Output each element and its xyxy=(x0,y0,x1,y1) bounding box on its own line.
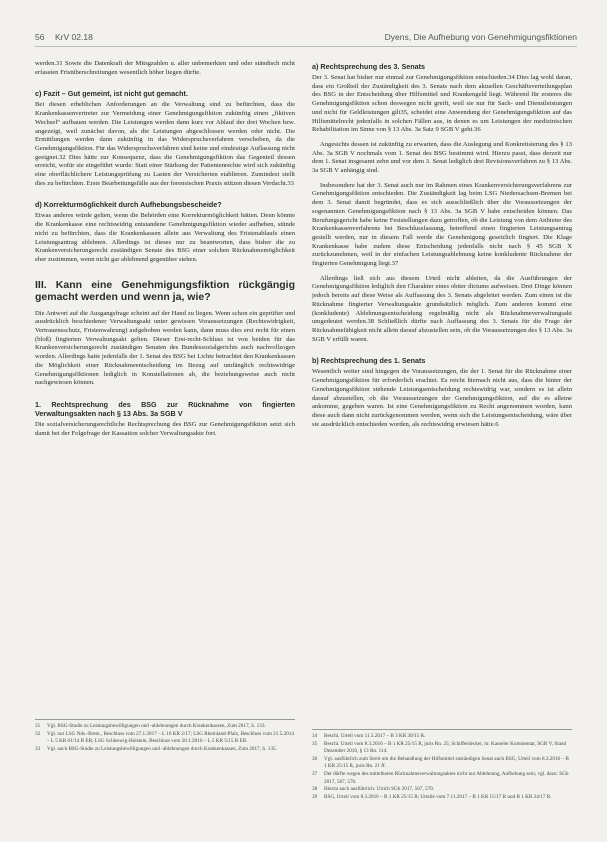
footnote-number: 38 xyxy=(312,786,318,793)
section-heading-senat-1: b) Rechtsprechung des 1. Senats xyxy=(312,356,426,366)
footnote-text: Der dürfte wegen des mittelbaren Rücknahmeverwaltungsaktes nicht nur Ablehnung, Aufhebung sein; vgl. dazu: SGb 2017, 567, 570. xyxy=(324,770,569,785)
footnote xyxy=(312,741,572,756)
footnote-text: BSG, Urteil vom 8.3.2016 – B 1 KR 25/15 R; Urteile vom 7.11.2017 – B 1 KR 15/17 R und B 1 KR 24/17 R. xyxy=(324,793,552,800)
footnotes-right xyxy=(312,729,572,801)
footnote xyxy=(35,723,295,731)
journal-label: KrV 02.18 xyxy=(55,32,93,42)
footnote-text: Vgl. nur LSG Nds.-Brem., Beschluss vom 27.1.2017 – L 16 KR 2/17; LSG Rheinland-Pfalz, Beschluss vom 21.5.2014 – L 5 KR 61/14 B ER; LSG Schleswig-Holstein, Beschluss vom 20.1.2016 – L 5 KR 5/15 B ER. xyxy=(47,730,294,745)
section-text-fazit: Bei diesen erheblichen Anforderungen an die Verwaltung sind zu befürchten, dass die Krankenkassenvertreter zur Vermeidung einer Genehmigungsfiktion zukünftig einen „fiktiven Wechsel“ aufbauen werden. Die Leistungen werden dann kurz vor Ablauf der drei Wochen bzw. angezeigt, weil zunächst davon, als die Leistungen abgeschlossen werden oder nicht. Die Ermittlungen werden dann zukünftig in das Widerspruchsverfahren verschoben, da die Genehmigungsfiktion. Für das Widerspruchsverfahren sind keine und eindeutige Auflassung nicht geeignet.32 Dies hätte zur Konsequenz, dass die Genehmigungsfiktion das Gegenteil dessen erreicht, wofür sie eingeführt wurde: Statt einer Stärkung der Patientenrechte wird sich zukünftig eine oberflächlichere Leistungsprüfung zu Lasten der Versicherten etablieren. Zumindest stellt dies zu befürchten. Erste Bearbeitungsfälle aus der forensischen Praxis stützen diesen Verdacht.33 xyxy=(35,101,295,187)
section-heading-senat-3: a) Rechtsprechung des 3. Senats xyxy=(312,62,426,71)
footnote-number: 37 xyxy=(312,770,318,777)
intro-paragraph: werden.31 Sowie die Datenkraft der Mitsgzahlen u. aller unbemerkten und oder ständisch nicht erfassten Fristüberschreitungen wesentlich höher liegen dürfte. xyxy=(35,60,295,76)
section-heading-fazit: c) Fazit – Gut gemeint, ist nicht gut gemacht. xyxy=(35,89,188,99)
paragraph: Angesichts dessen ist zukünftig zu erwarten, dass die Auslegung und Konkretisierung des § 13 Abs. 3a SGB V nochmals vom 1. Senat des BSG bestimmt wird. Hierzu passt, dass derzeit nur dem 1. Senat insgesamt zehn und vor dem 3. Senat lediglich drei Revisionsverfahren zu § 13 Abs. 3a SGB V anhängig sind. xyxy=(312,140,572,175)
footnote xyxy=(312,794,572,802)
footnote-number: 31 xyxy=(35,723,41,729)
main-text: Die Antwort auf die Ausgangsfrage scheint auf der Hand zu liegen. Wenn schon ein geprüfter und ausdrücklich beschiedener Verwaltungsakt unter gewissen Voraussetzungen (Rechtswidrigkeit, Vertrauensschutz, Fristenwahrung) aufgehoben werden kann, dann muss dies erst recht für einen (bloß) fingierten Verwaltungsakt gelten. Dieser Erst-recht-Schluss ist von beiden für das Krankenversicherungsrecht zuständigen Senaten des Bundessozialgerichts auch nachvollzogen worden. Allerdings hatte jedenfalls der 1. Senat des BSG bei Lichte betrachtet den Krankenkassen die Möglichkeit einer Rücknahmeentscheidung im Bezug auf umfänglich rechtswidrige Genehmigungsfiktionen lediglich in Konstellationen ab, die beziehungsweise auch nicht nachgewiesen können. xyxy=(35,309,295,387)
footnote-text: Hierzu auch ausführlich: Ulrich SGb 2017, 567, 570. xyxy=(324,786,435,793)
footnote-text: Vgl. auch BSG-Studie zu Leistungsbewilligungen und -ablehnungen durch Krankenkassen, Zum 2017, S. 135. xyxy=(47,745,277,752)
paragraph: Der 3. Senat hat bisher nur einmal zur Genehmigungsfiktion entschieden.34 Dies lag wohl daran, dass ein Großteil der Zuständigkeit des 3. Senats nach dem aktuellen Geschäftsverteilungsplan des BSG in der Entscheidung über Hilfsmittel und Krankengeld liegt. Während für ersteres die Genehmigungsfiktion schon deswegen nicht greift, weil sie nur für Sach- und Dienstleistungen und nicht für Geldleistungen gilt35, scheidet eine Anwendung der Genehmigungsfiktion auf das Hilfsmittelrecht jedenfalls in solchen Fällen aus, in denen es um Leistungen der medizinischen Rehabilitation im Sinne von § 13 Abs. 3a Satz 9 SGB V geht.36 xyxy=(312,74,572,134)
footnote-number: 34 xyxy=(312,733,318,739)
paragraph: Allerdings ließ sich aus diesem Urteil nicht ableiten, da die Ausführungen der Genehmigungsfiktion lediglich den Charakter eines obiter dictums aufweisen. Drei Dinge können jedoch bereits auf diese Weise als Auffassung des 3. Senats abgeleitet werden. Zum einen ist die Rücknahme fingierter Verwaltungsakte grundsätzlich möglich. Zum anderen kommt eine (konkludente) Ablehnungsentscheidung regelmäßig nicht als Rücknahmeverwaltungsakt umgedeutet werden.38 Schließlich dürfte nach Auffassung des 3. Senats für die Frage der Rücknahmefähigkeit nicht allein darauf abzustellen sein, ob die Voraussetzungen des § 13 Abs. 3a SGB V erfüllt waren. xyxy=(312,274,572,343)
section-heading-korrektur: d) Korrekturmöglichkeit durch Aufhebungsbescheide? xyxy=(35,200,222,210)
footnote-text: Beschl. Urteil vom 11.5.2017 – B 3 KR 30/15 R. xyxy=(324,733,426,739)
main-heading: III. Kann eine Genehmigungsfiktion rückgängig gemacht werden und wenn ja, wie? xyxy=(35,278,295,304)
footnote-number: 32 xyxy=(35,730,41,737)
footnote-text: Vgl. ausführlich zum Streit um die Behandlung der Hilfsmittel zuständigen Senat auch BSG, Urteil vom 8.3.2016 – B 1 KR 25/15 R, juris Rn. 21 ff. xyxy=(324,755,569,770)
footnote-number: 36 xyxy=(312,755,318,762)
section-text-korrektur: Etwas anderes würde gelten, wenn die Behörden eine Korrekturmöglichkeit hätten. Denn könnte die Krankenkasse eine rechtswidrig entstandene Genehmigungsfiktion wieder aufheben, stünde nicht zu befürchten, dass die Krankenkassen allein aus Verwaltung des Fristenablaufs einen Leistungsantrag ablehnen. Allerdings ist dieses nur zu beantworten, dass bisher die zu Krankenversicherungsrecht zuständigen Senate des BSG einer solchen Rücknahmemöglichkeit eher zustimmen, wenn nicht gar ablehnend gegenüber stehen. xyxy=(35,212,295,263)
footnotes-left xyxy=(35,719,295,753)
running-title: Dyens, Die Aufhebung von Genehmigungsfiktionen xyxy=(384,32,577,42)
page-header xyxy=(35,32,577,47)
subsection-text: Die sozialversicherungsrechtliche Rechtsprechung des BSG zur Genehmigungsfiktion setzt sich damit bei der Folgefrage der Kassation solcher Verwaltungsakte fort. xyxy=(35,420,295,437)
footnote-text: Beschl. Urteil vom 8.3.2016 – B 1 KR 25/15 R, juris Rn. 25; Schifferdecker, in: Kasseler Kommentar, SGB V, Stand Dezember 2016, § 13 Rn. 114. xyxy=(324,740,567,755)
left-column xyxy=(35,60,295,444)
footnote-number: 39 xyxy=(312,793,318,800)
paragraph: Insbesondere hat der 3. Senat auch nur im Rahmen eines Krankenversicherungsverfahrens zur Genehmigungsfiktion entschieden. Die Zuständigkeit lag beim LSG Niedersachsen-Bremen bei dem 3. Senat damit begründet, dass es sich ausschließlich über die Voraussetzungen der sogenannten Genehmigungsfiktion nach § 13 Abs. 3a SGB V habe entscheiden können. Das Berufungsgericht habe keine Feststellungen dazu getroffen, ob die Leistung von dem Anbieter des Krankenkassenverfahrens bei Beschlussfassung, betreffend einen fingierten Leistungsantrag gestellt werden, nur in diesem Fall werde die Genehmigung gesetzlich fingiert. Die Klage Krankenkasse habe zudem diese Entscheidung jedenfalls nicht nach § 45 SGB X zurückzunehmen, weil in der einfachen Leistungsablehnung keine konkludente Rücknahme der fingierten Genehmigung liegt.37 xyxy=(312,181,572,268)
subsection-heading: 1. Rechtsprechung des BSG zur Rücknahme von fingierten Verwaltungsakten nach § 13 Abs. 3a SGB V xyxy=(35,399,295,418)
paragraph: Wesentlich weiter sind hingegen die Voraussetzungen, die der 1. Senat für die Rücknahme einer Genehmigungsfiktion für erforderlich erachtet. Es reicht hiernach nicht aus, dass die hinter der Genehmigungsfiktion stehende Leistungsentscheidung rechtswidrig war, sondern es ist allein darauf abzustellen, ob die Voraussetzungen der Genehmigungsfiktion, auf die es alleine ankomme, gegeben waren. Ist eine Genehmigungsfiktion zu Recht angenommen worden, kann diese auch dann nicht zurückgenommen werden, wenn sich die Leistungsentscheidung, wäre über sie ausdrücklich entschieden worden, als rechtswidrig erwiesen hätte.6 xyxy=(312,368,572,428)
footnote xyxy=(312,786,572,794)
footnote-number: 35 xyxy=(312,740,318,747)
right-column xyxy=(312,60,572,435)
footnote xyxy=(312,756,572,771)
footnote-text: Vgl. BSG-Studie zu Leistungsbewilligungen und -ablehnungen durch Krankenkassen, Zum 2017, S. 133. xyxy=(47,723,266,729)
footnote xyxy=(312,733,572,741)
footnote xyxy=(312,771,572,786)
footnote xyxy=(35,746,295,754)
footnote-number: 33 xyxy=(35,745,41,752)
footnote xyxy=(35,731,295,746)
page-number: 56 xyxy=(35,32,45,42)
